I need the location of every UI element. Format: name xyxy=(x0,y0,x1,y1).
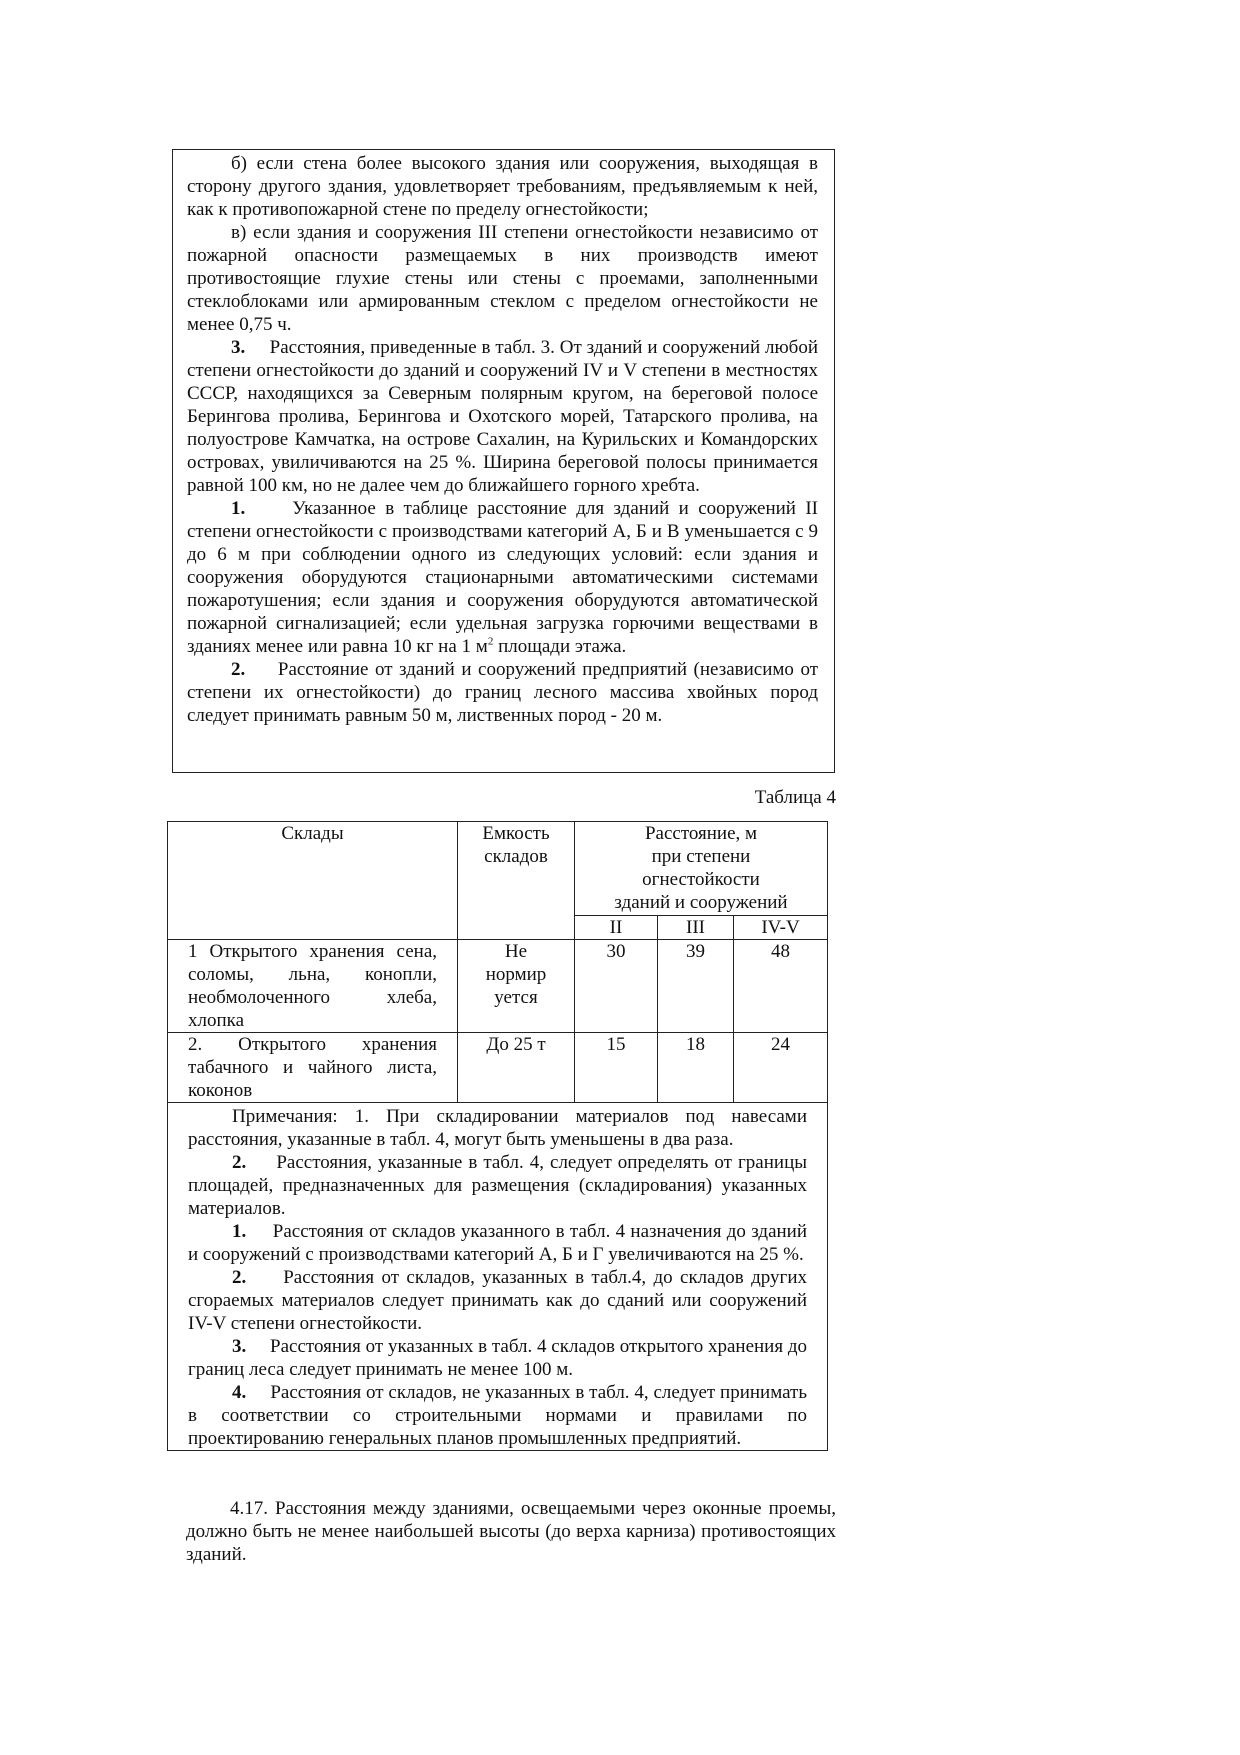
item-3 xyxy=(187,336,818,497)
paragraph-4-17: 4.17. Расстояния между зданиями, освещаемыми через оконные проемы, должно быть не менее наибольшей высоты (до верха карниза) противостоящих зданий. xyxy=(186,1498,836,1565)
row-1-name: 1 Открытого хранения сена, соломы, льна, конопли, необмолоченного хлеба, хлопка xyxy=(168,940,458,1033)
header-distance-line-4: зданий и сооружений xyxy=(614,892,788,913)
note-5 xyxy=(188,1381,807,1450)
header-degree-3: III xyxy=(658,916,734,940)
item-1-text: Указанное в таблице расстояние для зданий и сооружений II степени огнестойкости с производствами категорий А, Б и В уменьшается с 9 до 6 м при соблюдении одного из следующих условий: если здания и сооружения оборудуются стационарными автоматическими системами пожаротушения; если здания и сооружения оборудуются автоматической пожарной сигнализацией; если удельная загрузка горючими веществами в зданиях менее или равна 10 кг на 1 м xyxy=(187,498,819,657)
note-5-number: 4. xyxy=(232,1382,247,1403)
item-1-number: 1. xyxy=(231,498,246,519)
note-1-number: 2. xyxy=(232,1152,247,1173)
paragraph-b: б) если стена более высокого здания или сооружения, выходящая в сторону другого здания, удовлетворяет требованиям, предъявляемым к ней, как к противопожарной стене по пределу огнестойкости; xyxy=(187,153,818,220)
row-1-value-4-5: 48 xyxy=(734,940,828,1033)
item-1-superscript: 2 xyxy=(487,635,494,648)
note-0: Примечания: 1. При складировании материалов под навесами расстояния, указанные в табл. 4, могут быть уменьшены в два раза. xyxy=(188,1106,807,1150)
row-2-value-4-5: 24 xyxy=(734,1033,828,1103)
table-row xyxy=(168,940,828,1033)
note-1 xyxy=(188,1151,807,1220)
header-warehouses: Склады xyxy=(168,822,458,940)
header-distance-line-1: Расстояние, м xyxy=(644,823,758,844)
note-2-number: 1. xyxy=(232,1221,247,1242)
table-header-row xyxy=(168,822,828,916)
header-distance-line-3: огнестойкости xyxy=(642,869,760,890)
note-5-text: Расстояния от складов, не указанных в табл. 4, следует принимать в соответствии со строительными нормами и правилами по проектированию генеральных планов промышленных предприятий. xyxy=(188,1382,808,1449)
table-4-caption: Таблица 4 xyxy=(754,787,836,808)
note-4-number: 3. xyxy=(232,1336,247,1357)
top-text-block xyxy=(172,149,835,773)
note-3 xyxy=(188,1266,807,1335)
row-2-value-2: 15 xyxy=(575,1033,658,1103)
note-1-text: Расстояния, указанные в табл. 4, следует определять от границы площадей, предназначенных для размещения (складирования) указанных материалов. xyxy=(188,1152,808,1219)
item-1-tail: площади этажа. xyxy=(493,636,627,657)
note-3-text: Расстояния от складов, указанных в табл.4, до складов других сгораемых материалов следует принимать как до сданий или сооружений IV-V степени огнестойкости. xyxy=(188,1267,808,1334)
table-notes-row xyxy=(168,1103,828,1451)
note-4-text: Расстояния от указанных в табл. 4 складов открытого хранения до границ леса следует принимать не менее 100 м. xyxy=(188,1336,807,1380)
note-3-number: 2. xyxy=(232,1267,247,1288)
table-4 xyxy=(167,821,828,1451)
row-1-capacity: Не нормир уется xyxy=(458,940,575,1033)
item-3-text: Расстояния, приведенные в табл. 3. От зданий и сооружений любой степени огнестойкости до зданий и сооружений IV и V степени в местностях СССР, находящихся за Северным полярным кругом, на береговой полосе Берингова пролива, Берингова и Охотского морей, Татарского пролива, на полуострове Камчатка, на острове Сахалин, на Курильских и Командорских островах, увиличиваются на 25 %. Ширина береговой полосы принимается равной 100 км, но не далее чем до ближайшего горного хребта. xyxy=(187,337,819,496)
note-2 xyxy=(188,1220,807,1266)
header-distance-line-2: при степени xyxy=(651,846,751,867)
header-capacity: Емкость складов xyxy=(458,822,575,940)
row-2-name: 2. Открытого хранения табачного и чайного листа, коконов xyxy=(168,1033,458,1103)
item-2-number: 2. xyxy=(231,659,246,680)
row-1-value-2: 30 xyxy=(575,940,658,1033)
header-degree-4-5: IV-V xyxy=(734,916,828,940)
item-1 xyxy=(187,497,818,658)
note-4 xyxy=(188,1335,807,1381)
table-row xyxy=(168,1033,828,1103)
table-notes xyxy=(168,1103,828,1451)
section-4-17 xyxy=(186,1497,836,1566)
row-2-value-3: 18 xyxy=(658,1033,734,1103)
paragraph-v: в) если здания и сооружения III степени огнестойкости независимо от пожарной опасности размещаемых в них производств имеют противостоящие глухие стены или стены с проемами, заполненными стеклоблоками или армированным стеклом с пределом огнестойкости не менее 0,75 ч. xyxy=(187,222,818,335)
header-degree-2: II xyxy=(575,916,658,940)
item-3-number: 3. xyxy=(231,337,246,358)
item-2-text: Расстояние от зданий и сооружений предприятий (независимо от степени их огнестойкости) до границ лесного массива хвойных пород следует принимать равным 50 м, лиственных пород - 20 м. xyxy=(187,659,818,726)
row-2-capacity: До 25 т xyxy=(458,1033,575,1103)
row-1-value-3: 39 xyxy=(658,940,734,1033)
header-distance xyxy=(575,822,828,916)
item-2 xyxy=(187,658,818,727)
note-2-text: Расстояния от складов указанного в табл. 4 назначения до зданий и сооружений с производствами категорий А, Б и Г увеличиваются на 25 %. xyxy=(188,1221,807,1265)
